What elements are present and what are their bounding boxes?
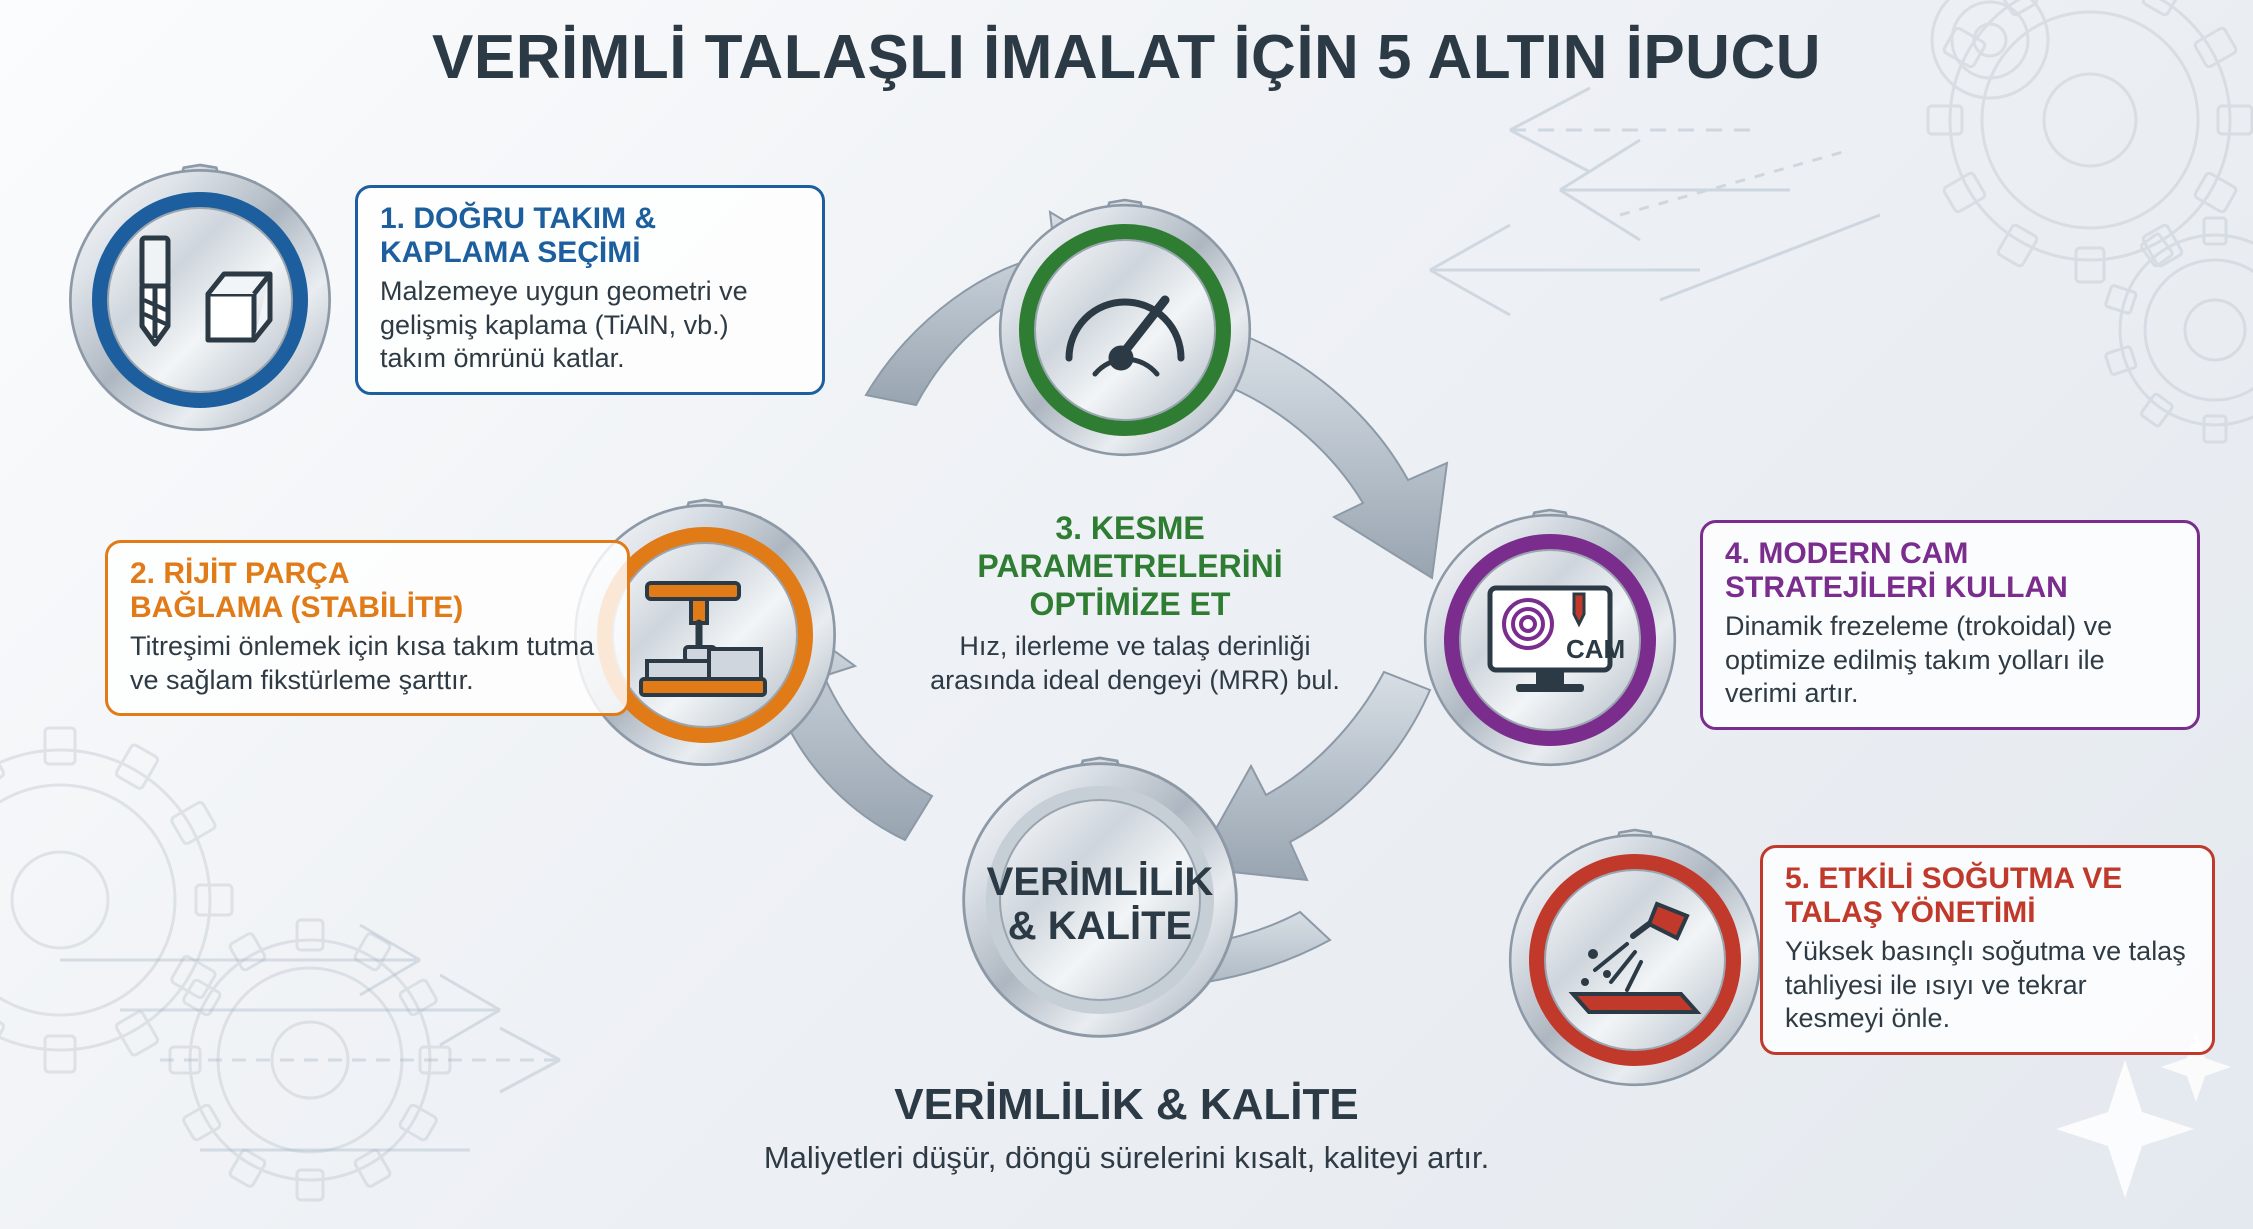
callout-step-5[interactable]: [1760, 845, 2215, 1055]
step-3-body: [870, 630, 1400, 698]
callout-step-1[interactable]: [355, 185, 825, 395]
step-2-heading-line1: 2. RİJİT PARÇA: [130, 557, 350, 590]
page-title: VERİMLİ TALAŞLI İMALAT İÇİN 5 ALTIN İPUCU: [431, 23, 1821, 92]
step-1-body: Malzemeye uygun geometri ve gelişmiş kaplama (TiAlN, vb.) takım ömrünü katlar.: [380, 276, 748, 374]
step-4-heading-line1: 4. MODERN CAM: [1725, 537, 1969, 570]
gear-step-3[interactable]: [980, 185, 1270, 475]
cam-icon-label: CAM: [1566, 634, 1626, 664]
footer-subtitle: Maliyetleri düşür, döngü sürelerini kısalt, kaliteyi artır.: [763, 1140, 1490, 1175]
center-hub-label: [945, 860, 1255, 948]
step-3-heading-line3: OPTİMİZE ET: [1029, 585, 1231, 622]
gear-step-1[interactable]: [50, 150, 350, 450]
footer-title: VERİMLİLİK & KALİTE: [894, 1080, 1359, 1129]
step-4-heading-line2: STRATEJİLERİ KULLAN: [1725, 570, 2068, 604]
step-2-body: Titreşimi önlemek için kısa takım tutma ve sağlam fikstürleme şarttır.: [130, 631, 595, 695]
step-2-heading-line2: BAĞLAMA (STABİLİTE): [130, 590, 464, 624]
step-3-body-line1: Hız, ilerleme ve talaş derinliği: [959, 631, 1311, 661]
step-3-heading-line2: PARAMETRELERİNİ: [977, 547, 1283, 584]
gear-step-4[interactable]: [1405, 495, 1695, 785]
callout-step-2[interactable]: [105, 540, 630, 716]
step-1-heading-line2: KAPLAMA SEÇİMİ: [380, 235, 641, 269]
step-3-heading-line1: 3. KESME: [1055, 510, 1205, 546]
step-1-heading-line1: 1. DOĞRU TAKIM &: [380, 202, 657, 235]
center-label-line1: VERİMLİLİK: [986, 860, 1214, 904]
step-4-body: Dinamik frezeleme (trokoidal) ve optimize edilmiş takım yolları ile verimi artır.: [1725, 611, 2113, 709]
step-3-heading: [900, 510, 1360, 623]
step-5-heading-line2: TALAŞ YÖNETİMİ: [1785, 895, 2036, 929]
step-3-body-line2: arasında ideal dengeyi (MRR) bul.: [930, 664, 1340, 695]
center-label-line2: & KALİTE: [1007, 904, 1193, 948]
step-5-heading-line1: 5. ETKİLİ SOĞUTMA VE: [1785, 862, 2123, 895]
callout-step-4[interactable]: [1700, 520, 2200, 730]
step-5-body: Yüksek basınçlı soğutma ve talaş tahliyesi ile ısıyı ve tekrar kesmeyi önle.: [1785, 936, 2186, 1034]
gear-step-5[interactable]: [1490, 815, 1780, 1105]
